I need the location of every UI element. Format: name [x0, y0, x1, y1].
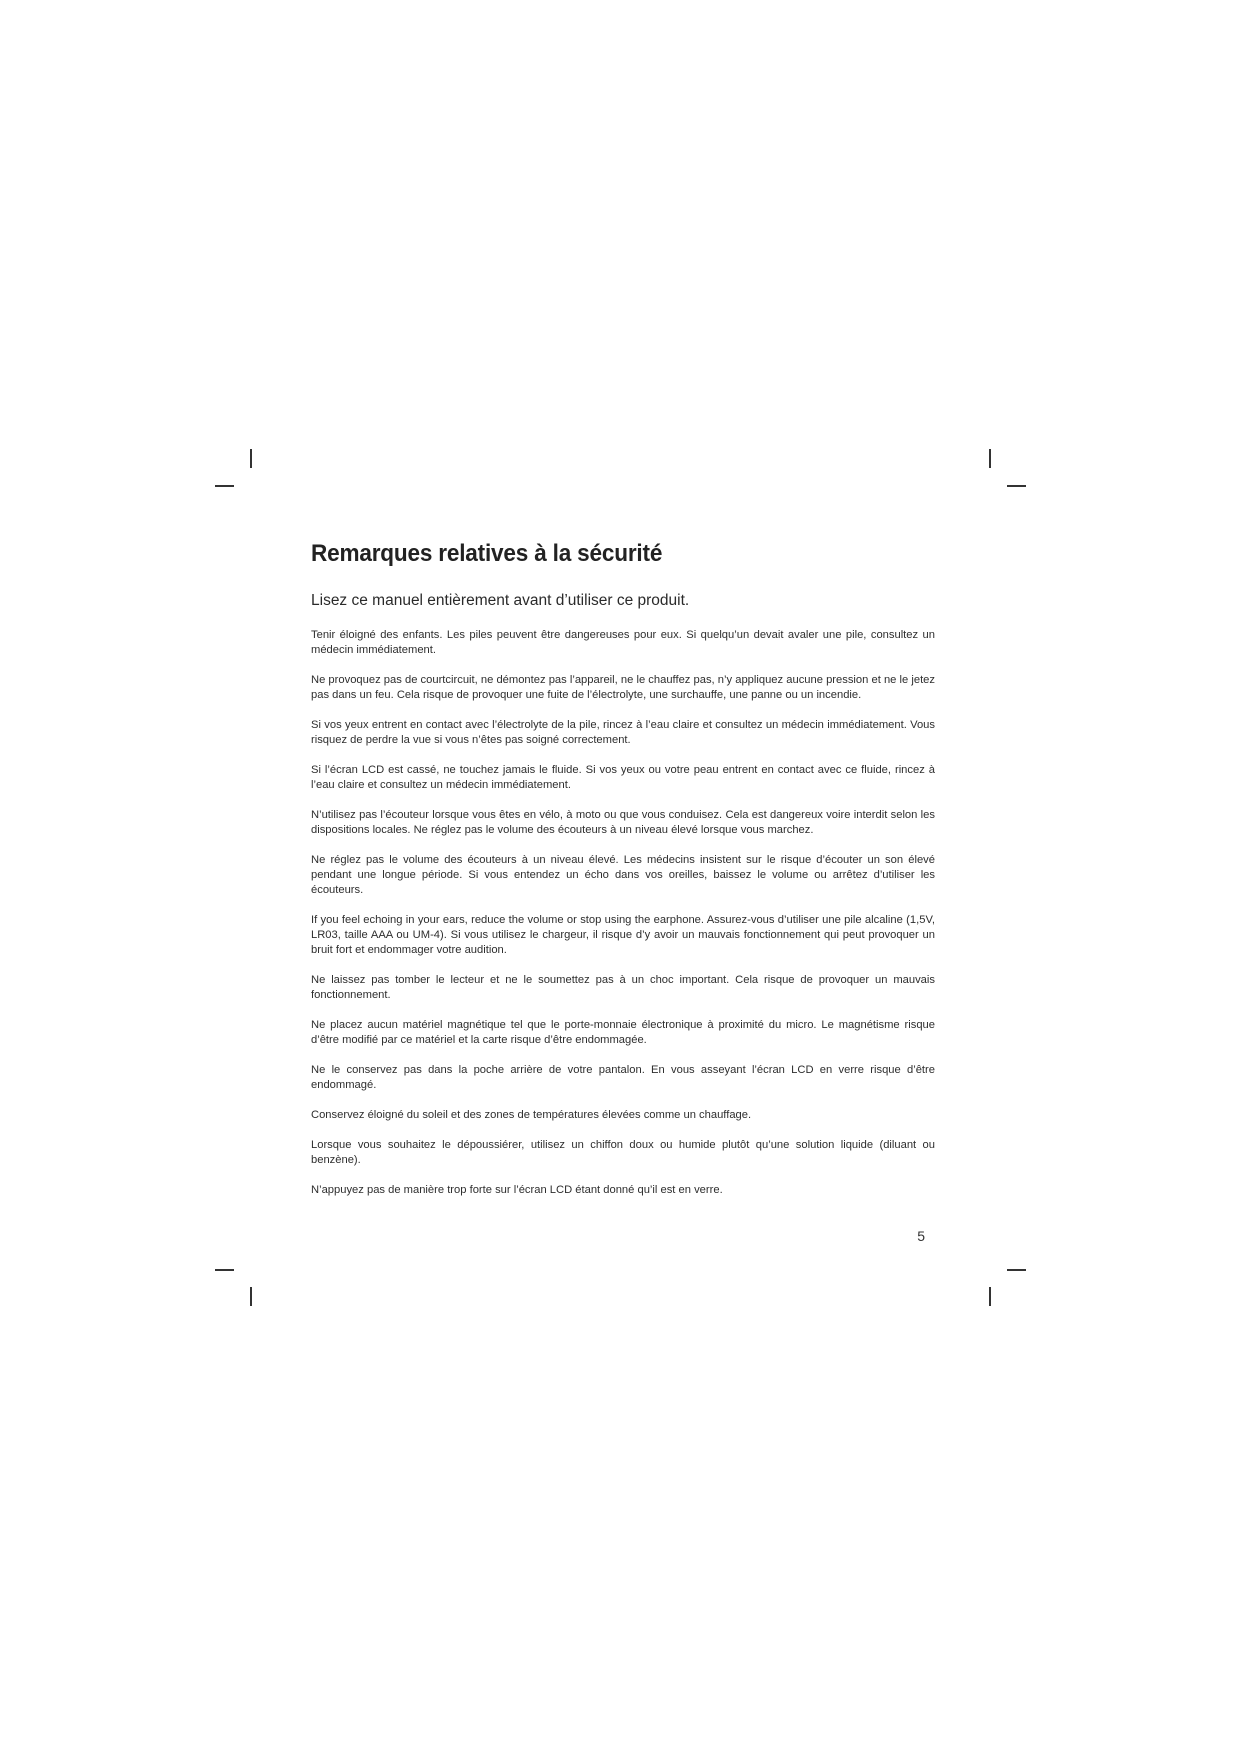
safety-paragraph: Ne le conservez pas dans la poche arrière de votre pantalon. En vous asseyant l’écran LCD en verre risque d’être endommagé.	[311, 1064, 935, 1091]
safety-paragraph: Si vos yeux entrent en contact avec l’électrolyte de la pile, rincez à l’eau claire et consultez un médecin immédiatement. Vous risquez de perdre la vue si vous n’êtes pas soigné correctement.	[311, 719, 935, 746]
safety-paragraph: Tenir éloigné des enfants. Les piles peuvent être dangereuses pour eux. Si quelqu’un devait avaler une pile, consultez un médecin immédiatement.	[311, 629, 935, 656]
safety-paragraph: Lorsque vous souhaitez le dépoussiérer, utilisez un chiffon doux ou humide plutôt qu’une solution liquide (diluant ou benzène).	[311, 1139, 935, 1166]
page-number: 5	[917, 1228, 925, 1244]
safety-paragraph: Ne réglez pas le volume des écouteurs à un niveau élevé. Les médecins insistent sur le risque d’écouter un son élevé pendant une longue période. Si vous entendez un écho dans vos oreilles, baissez le volume ou arrêtez d’utiliser les écouteurs.	[311, 854, 935, 896]
safety-paragraph: Conservez éloigné du soleil et des zones de températures élevées comme un chauffage.	[311, 1109, 752, 1121]
safety-paragraph: If you feel echoing in your ears, reduce the volume or stop using the earphone. Assurez-vous d’utiliser une pile alcaline (1,5V, LR03, taille AAA ou UM-4). Si vous utilisez le chargeur, il risque d’y avoir un mauvais fonctionnement qui peut provoquer un bruit fort et endommager votre audition.	[311, 914, 935, 956]
safety-notes	[311, 628, 935, 1198]
crop-mark-bottom-right-vertical	[989, 1287, 991, 1306]
safety-paragraph: N’utilisez pas l’écouteur lorsque vous êtes en vélo, à moto ou que vous conduisez. Cela est dangereux voire interdit selon les dispositions locales. Ne réglez pas le volume des écouteurs à un niveau élevé lorsque vous marchez.	[311, 809, 935, 836]
safety-paragraph: Ne placez aucun matériel magnétique tel que le porte-monnaie électronique à proximité du micro. Le magnétisme risque d’être modifié par ce matériel et la carte risque d’être endommagée.	[311, 1019, 935, 1046]
crop-mark-bottom-left-horizontal	[215, 1269, 234, 1271]
safety-paragraph: Ne provoquez pas de courtcircuit, ne démontez pas l’appareil, ne le chauffez pas, n’y appliquez aucune pression et ne le jetez pas dans un feu. Cela risque de provoquer une fuite de l’électrolyte, une surchauffe, une panne ou un incendie.	[311, 674, 935, 701]
page-title: Remarques relatives à la sécurité	[311, 540, 663, 567]
page-content	[311, 540, 935, 1213]
safety-paragraph: Ne laissez pas tomber le lecteur et ne le soumettez pas à un choc important. Cela risque de provoquer un mauvais fonctionnement.	[311, 974, 935, 1001]
crop-mark-top-right-horizontal	[1007, 485, 1026, 487]
safety-paragraph: N’appuyez pas de manière trop forte sur l’écran LCD étant donné qu’il est en verre.	[311, 1184, 723, 1196]
crop-mark-bottom-right-horizontal	[1007, 1269, 1026, 1271]
intro-text: Lisez ce manuel entièrement avant d’utiliser ce produit.	[311, 592, 690, 609]
crop-mark-bottom-left-vertical	[250, 1287, 252, 1306]
safety-paragraph: Si l’écran LCD est cassé, ne touchez jamais le fluide. Si vos yeux ou votre peau entrent en contact avec ce fluide, rincez à l’eau claire et consultez un médecin immédiatement.	[311, 764, 935, 791]
crop-mark-top-right-vertical	[989, 449, 991, 468]
crop-mark-top-left-horizontal	[215, 485, 234, 487]
crop-mark-top-left-vertical	[250, 449, 252, 468]
